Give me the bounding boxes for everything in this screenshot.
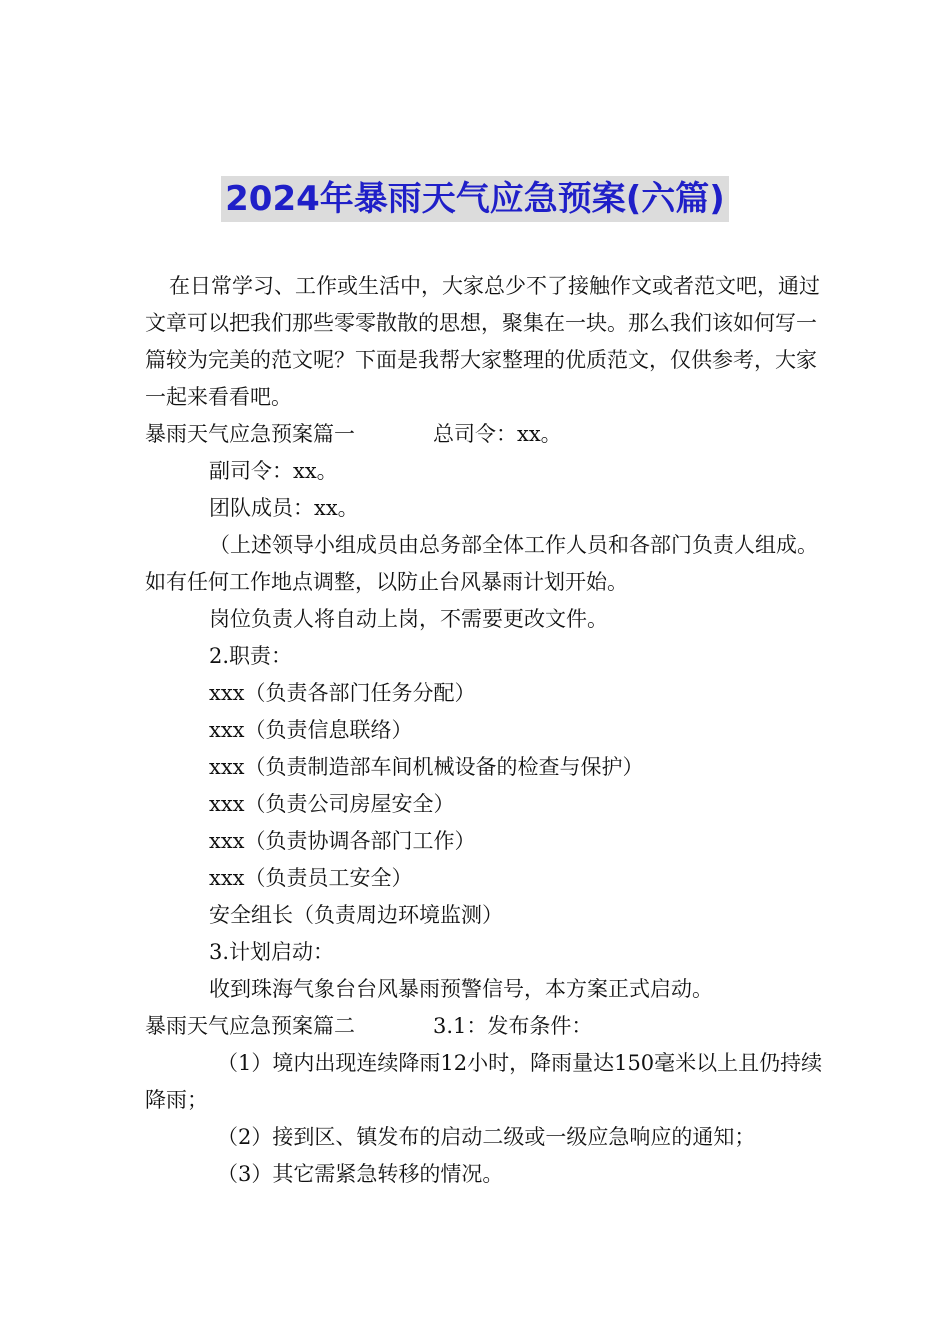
duty-item: 安全组长（负责周边环境监测） — [209, 903, 503, 927]
duty-item: xxx（负责制造部车间机械设备的检查与保护） — [209, 755, 644, 779]
line-duties-heading: 2.职责： — [209, 644, 293, 668]
section2-line — [145, 1008, 825, 1045]
title-container — [0, 176, 950, 222]
line-deputy: 副司令：xx。 — [209, 459, 338, 483]
intro-paragraph: 在日常学习、工作或生活中，大家总少不了接触作文或者范文吧，通过文章可以把我们那些零零散散的思想，聚集在一块。那么我们该如何写一篇较为完美的范文呢？下面是我帮大家整理的优质范文，仅供参考，大家一起来看看吧。 — [145, 274, 820, 409]
section1-heading: 暴雨天气应急预案篇一 — [145, 422, 355, 446]
line-members: 团队成员：xx。 — [209, 496, 359, 520]
duty-item: xxx（负责各部门任务分配） — [209, 681, 476, 705]
document-body — [145, 268, 825, 1193]
document-title: 2024年暴雨天气应急预案(六篇) — [221, 176, 729, 222]
line-plan-start-heading: 3.计划启动： — [209, 940, 335, 964]
condition-item: （2）接到区、镇发布的启动二级或一级应急响应的通知； — [217, 1125, 756, 1149]
section2-heading: 暴雨天气应急预案篇二 — [145, 1014, 355, 1038]
section2-first-line: 3.1：发布条件： — [433, 1014, 593, 1038]
duty-item: xxx（负责信息联络） — [209, 718, 413, 742]
note-paragraph: （上述领导小组成员由总务部全体工作人员和各部门负责人组成。如有任何工作地点调整，以防止台风暴雨计划开始。 — [145, 533, 818, 594]
section1-line — [145, 416, 825, 453]
line-plan-start: 收到珠海气象台台风暴雨预警信号，本方案正式启动。 — [209, 977, 713, 1001]
duty-item: xxx（负责协调各部门工作） — [209, 829, 476, 853]
condition-item: （3）其它需紧急转移的情况。 — [217, 1162, 504, 1186]
duty-item: xxx（负责公司房屋安全） — [209, 792, 455, 816]
condition-item: （1）境内出现连续降雨12小时，降雨量达150毫米以上且仍持续降雨； — [145, 1051, 823, 1112]
section1-first-line: 总司令：xx。 — [433, 422, 562, 446]
duty-item: xxx（负责员工安全） — [209, 866, 413, 890]
line-auto-post: 岗位负责人将自动上岗，不需要更改文件。 — [209, 607, 608, 631]
